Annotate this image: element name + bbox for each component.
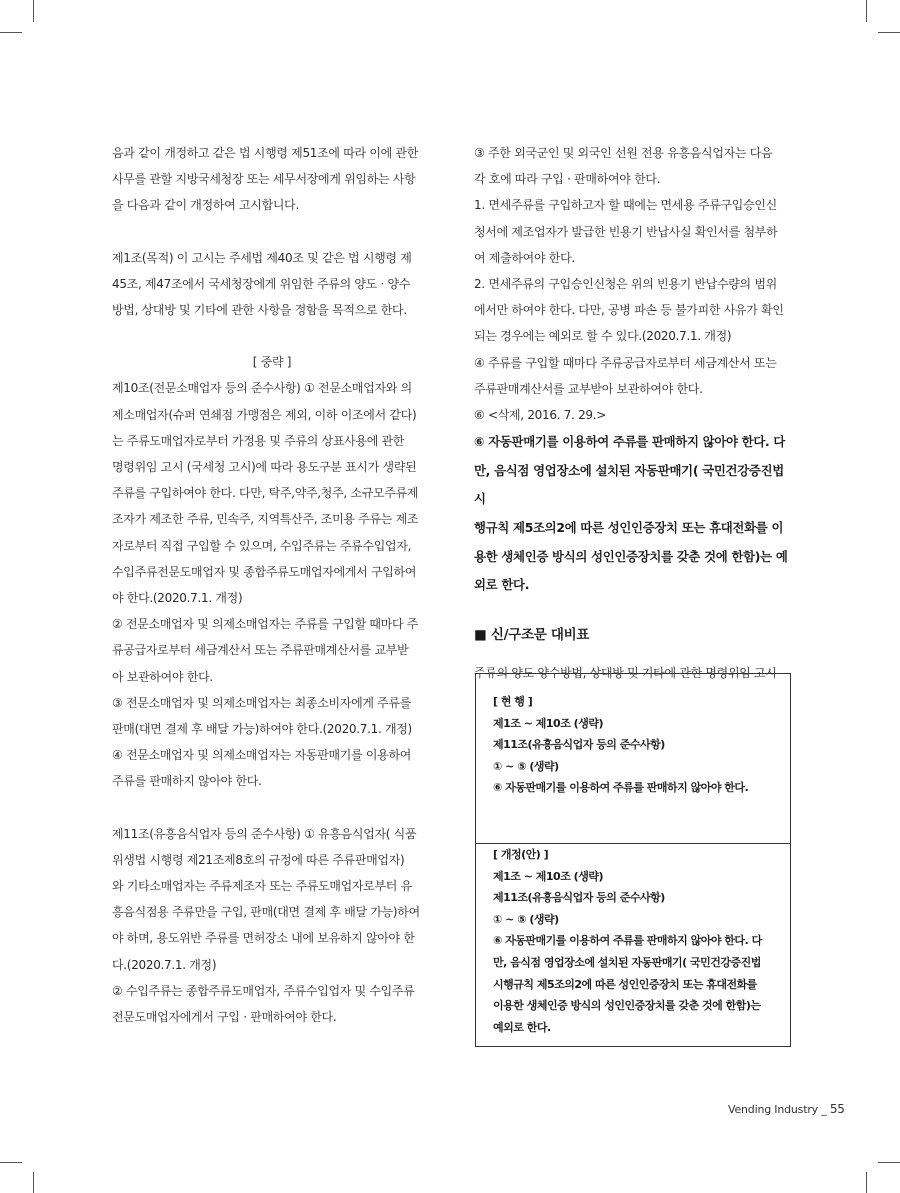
body-line: ② 전문소매업자 및 의제소매업자는 주류를 구입할 때마다 주 [112, 617, 419, 632]
body-line: 명령위임 고시 (국세청 고시)에 따라 용도구분 표시가 생략된 [112, 460, 417, 475]
current-cell [476, 674, 790, 844]
body-line: 야 하며, 용도위반 주류를 면허장소 내에 보유하지 않아야 한 [112, 931, 415, 946]
body-line: 는 주류도매업자로부터 가정용 및 주류의 상표사용에 관한 [112, 433, 405, 448]
body-line: 판매(대면 결제 후 배달 가능)하여야 한다.(2020.7.1. 개정) [112, 722, 412, 737]
body-line: ④ 전문소매업자 및 의제소매업자는 자동판매기를 이용하여 [112, 748, 412, 763]
body-line: ⑥ <삭제, 2016. 7. 29.> [474, 408, 607, 423]
cell-line: 제1조 ~ 제10조 (생략) [493, 716, 603, 730]
body-line: ③ 전문소매업자 및 의제소매업자는 최종소비자에게 주류를 [112, 695, 412, 710]
cell-line: [ 개정(안) ] [493, 848, 549, 861]
crop-mark [878, 32, 900, 33]
cell-line: ⑥ 자동판매기를 이용하여 주류를 판매하지 않아야 한다. [493, 781, 749, 795]
cell-line: [ 현 행 ] [493, 695, 533, 708]
body-line: 주류판매계산서를 교부받아 보관하여야 한다. [474, 381, 703, 396]
cell-line: 만, 음식점 영업장소에 설치된 자동판매기( 국민건강증진법 [493, 955, 761, 969]
footer-text: Vending Industry _ [728, 1103, 830, 1116]
body-line: 에서만 하여야 한다. 다만, 공병 파손 등 불가피한 사유가 확인 [474, 303, 784, 318]
cell-line: 제1조 ~ 제10조 (생략) [493, 869, 603, 883]
highlight-line: ⑥ 자동판매기를 이용하여 주류를 판매하지 않아야 한다. 다 [474, 434, 786, 450]
cell-line: ① ~ ⑤ (생략) [493, 759, 559, 773]
body-line: 아 보관하여야 한다. [112, 669, 213, 684]
body-line: 되는 경우에는 예외로 할 수 있다.(2020.7.1. 개정) [474, 329, 732, 344]
body-line: 을 다음과 같이 개정하여 고시합니다. [112, 198, 299, 213]
body-line: ② 수입주류는 종합주류도매업자, 주류수입업자 및 수입주류 [112, 983, 415, 998]
proposed-cell [476, 827, 790, 1046]
highlight-line: 만, 음식점 영업장소에 설치된 자동판매기( 국민건강증진법시 [474, 462, 784, 507]
body-line: 음과 같이 개정하고 같은 법 시행령 제51조에 따라 이에 관한 [112, 146, 419, 160]
crop-mark [866, 1172, 867, 1193]
left-column [112, 140, 432, 1030]
body-line: 주류를 구입하여야 한다. 다만, 탁주,약주,청주, 소규모주류제 [112, 486, 419, 501]
body-line: 와 기타소매업자는 주류제조자 또는 주류도매업자로부터 유 [112, 879, 412, 894]
crop-mark [866, 0, 867, 22]
body-line: 전문도매업자에게서 구입 · 판매하여야 한다. [112, 1010, 337, 1025]
cell-line: 제11조(유흥음식업자 등의 준수사항) [493, 738, 665, 752]
body-line: 1. 면세주류를 구입하고자 할 때에는 면세용 주류구입승인신 [474, 198, 777, 213]
body-line: 야 한다.(2020.7.1. 개정) [112, 591, 243, 606]
highlight-line: 용한 생체인증 방식의 성인인증장치를 갖춘 것에 한함)는 예 [474, 548, 788, 564]
body-line: 여 제출하여야 한다. [474, 250, 575, 265]
cell-line: 예외로 한다. [493, 1020, 551, 1034]
body-line: ④ 주류를 구입할 때마다 주류공급자로부터 세금계산서 또는 [474, 355, 777, 370]
cell-line: 제11조(유흥음식업자 등의 준수사항) [493, 891, 665, 905]
body-line: 위생법 시행령 제21조제8호의 규정에 따른 주류판매업자) [112, 852, 405, 867]
body-line: 류공급자로부터 세금계산서 또는 주류판매계산서를 교부받 [112, 643, 409, 658]
body-line: 수입주류전문도매업자 및 종합주류도매업자에게서 구입하여 [112, 564, 417, 579]
body-line: 조자가 제조한 주류, 민속주, 지역특산주, 조미용 주류는 제조 [112, 512, 419, 527]
cell-line: 이용한 생체인증 방식의 성인인증장치를 갖춘 것에 한함)는 [493, 999, 761, 1013]
highlight-line: 행규칙 제5조의2에 따른 성인인증장치 또는 휴대전화를 이 [474, 520, 784, 536]
body-line: 사무를 관할 지방국세청장 또는 세무서장에게 위임하는 사항 [112, 172, 416, 187]
crop-mark [33, 0, 34, 22]
body-line: 2. 면세주류의 구입승인신청은 위의 빈용기 반납수량의 범위 [474, 277, 777, 292]
body-line: 자로부터 직접 구입할 수 있으며, 수입주류는 주류수입업자, [112, 538, 412, 553]
highlight-line: 외로 한다. [474, 577, 530, 593]
right-column [474, 140, 794, 685]
body-line: 다.(2020.7.1. 개정) [112, 957, 217, 972]
crop-mark [0, 1162, 22, 1163]
section-subtitle: 주류의 양도 양수방법, 상대방 및 기타에 관한 명령위임 고시 [474, 666, 777, 681]
page-footer [728, 1102, 845, 1116]
body-line: 제1조(목적) 이 고시는 주세법 제40조 및 같은 법 시행령 제 [112, 250, 412, 265]
section-title: ■ 신/구조문 대비표 [474, 626, 590, 643]
page-number: 55 [829, 1102, 845, 1116]
body-line: 45조, 제47조에서 국세청장에게 위임한 주류의 양도 · 양수 [112, 276, 411, 291]
body-line: 청서에 제조업자가 발급한 빈용기 반납사실 확인서를 첨부하 [474, 224, 778, 239]
crop-mark [878, 1162, 900, 1163]
body-line: 제11조(유흥음식업자 등의 준수사항) ① 유흥음식업자( 식품 [112, 826, 417, 841]
body-line: 각 호에 따라 구입 · 판매하여야 한다. [474, 172, 661, 187]
cell-line: ① ~ ⑤ (생략) [493, 912, 559, 926]
comparison-table [475, 673, 791, 1047]
omitted-marker: [ 중략 ] [252, 355, 292, 370]
cell-line: 시행규칙 제5조의2에 따른 성인인증장치 또는 휴대전화를 [493, 977, 757, 991]
cell-line: ⑥ 자동판매기를 이용하여 주류를 판매하지 않아야 한다. 다 [493, 934, 762, 948]
crop-mark [33, 1172, 34, 1193]
body-line: 제10조(전문소매업자 등의 준수사항) ① 전문소매업자와 의 [112, 381, 412, 396]
body-line: 제소매업자(슈퍼 연쇄점 가맹점은 제외, 이하 이조에서 같다) [112, 407, 417, 422]
body-line: 흥음식점용 주류만을 구입, 판매(대면 결제 후 배달 가능)하여 [112, 905, 420, 920]
body-line: ③ 주한 외국군인 및 외국인 선원 전용 유흥음식업자는 다음 [474, 146, 773, 160]
crop-mark [0, 32, 22, 33]
body-line: 방법, 상대방 및 기타에 관한 사항을 정함을 목적으로 한다. [112, 303, 407, 318]
body-line: 주류를 판매하지 않아야 한다. [112, 774, 262, 789]
